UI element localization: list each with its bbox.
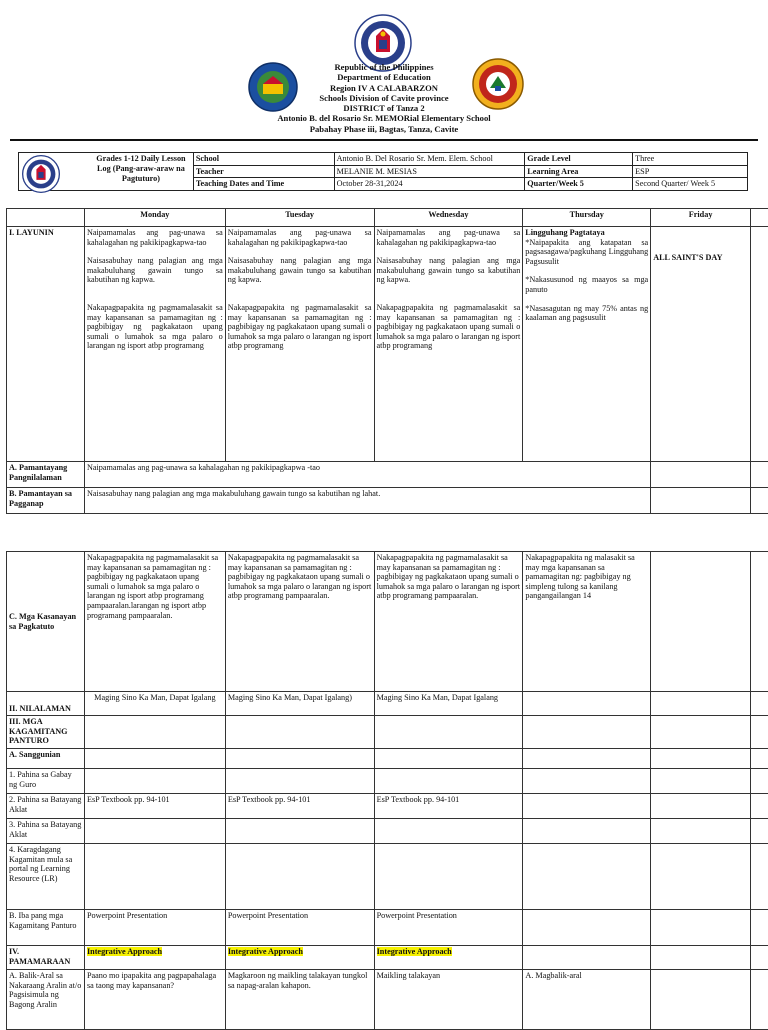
day-header-friday: Friday (651, 209, 751, 227)
header-text (240, 62, 528, 134)
iba-label: B. Iba pang mga Kagamitang Panturo (7, 910, 85, 946)
batayang3-label: 3. Pahina sa Batayang Aklat (7, 819, 85, 844)
balik-aral-label: A. Balik-Aral sa Nakaraang Aralin at/o Pagsisimula ng Bagong Aralin (7, 970, 85, 1030)
deped-seal-small-icon (22, 155, 60, 193)
kasanayan-friday (651, 552, 751, 692)
layunin-thursday-title: Lingguhang Pagtataya (525, 228, 605, 237)
lesson-table-objectives (6, 208, 768, 514)
kasanayan-tuesday: Nakapagpapakita ng pagmamalasakit sa may kapansanan sa pamamagitan ng : pagbibigay ng pagkakataon upang sumali o lumahok sa mga palaro o larangan ng isport atbp programang pampaaralan. (225, 552, 374, 692)
layunin-label: I. LAYUNIN (7, 227, 85, 462)
layunin-wednesday-p2: Naisasabuhay nang palagian ang mga makabuluhang gawain tungo sa kabutihan ng kapwa. (376, 256, 521, 285)
school-label: School (193, 153, 334, 166)
balik-aral-thursday: A. Magbalik-aral (523, 970, 651, 1030)
approach-tuesday-text: Integrative Approach (227, 947, 303, 956)
balik-aral-monday: Paano mo ipapakita ang pagpapahalaga sa taong may kapansanan? (84, 970, 225, 1030)
batayang-monday: EsP Textbook pp. 94-101 (84, 794, 225, 819)
nilalaman-thursday (523, 692, 651, 716)
pamamaraan-label: IV. PAMAMARAAN (7, 946, 85, 970)
layunin-thursday-p1: *Naipapakita ang katapatan sa pagsasagawa/pagkuhang Lingguhang Pagsusulit (525, 237, 649, 266)
day-header-wednesday: Wednesday (374, 209, 523, 227)
dll-title: Grades 1-12 Daily Lesson Log (Pang-araw-araw na Pagtuturo) (96, 154, 186, 183)
layunin-tuesday-p3: Nakapagpapakita ng pagmamalasakit sa may kapansanan sa pamamagitan ng : pagbibigay ng pagkakataon upang sumali o lumahok sa mga palaro o larangan ng isport atbp programang (227, 302, 372, 351)
batayang-label: 2. Pahina sa Batayang Aklat (7, 794, 85, 819)
pamantayan-pagganap-label: B. Pamantayan sa Pagganap (7, 488, 85, 514)
approach-wednesday-text: Integrative Approach (376, 947, 452, 956)
pamantayang-pangnilalaman-label: A. Pamantayang Pangnilalaman (7, 462, 85, 488)
pamantayang-pangnilalaman-text: Naipamamalas ang pag-unawa sa kahalagahan ng pakikipagkapwa -tao (84, 462, 650, 488)
pamantayan-pagganap-friday (651, 488, 751, 514)
layunin-monday (84, 227, 225, 462)
approach-wednesday (374, 946, 523, 970)
header-line-region: Region IV A CALABARZON (330, 82, 438, 93)
layunin-wednesday-p1: Naipamamalas ang pag-unawa sa kahalagahan ng pakikipagkapwa-tao (376, 228, 521, 247)
layunin-friday: ALL SAINT'S DAY (651, 227, 751, 462)
day-header-tuesday: Tuesday (225, 209, 374, 227)
kasanayan-label: C. Mga Kasanayan sa Pagkatuto (7, 552, 85, 692)
header-line-division: Schools Division of Cavite province (319, 92, 449, 103)
learning-area-label: Learning Area (525, 165, 633, 178)
kagamitan-label: III. MGA KAGAMITANG PANTURO (7, 716, 85, 749)
document-header (0, 0, 768, 140)
extra-cell (751, 209, 768, 227)
school-value: Antonio B. Del Rosario Sr. Mem. Elem. School (334, 153, 525, 166)
lesson-table-procedures (6, 551, 768, 1030)
header-line-department: Department of Education (337, 72, 431, 83)
grade-level-label: Grade Level (525, 153, 633, 166)
header-divider (10, 139, 758, 141)
layunin-tuesday-p1: Naipamamalas ang pag-unawa sa kahalagahan ng pakikipagkapwa-tao (227, 228, 372, 247)
nilalaman-tuesday: Maging Sino Ka Man, Dapat Igalang) (225, 692, 374, 716)
batayang-tuesday: EsP Textbook pp. 94-101 (225, 794, 374, 819)
info-title-cell (19, 153, 194, 191)
nilalaman-label: II. NILALAMAN (7, 692, 85, 716)
header-line-district: DISTRICT of Tanza 2 (343, 103, 425, 114)
kasanayan-wednesday: Nakapagpapakita ng pagmamalasakit sa may kapansanan sa pamamagitan ng : pagbibigay ng pagkakataon upang sumali o lumahok sa mga palaro o larangan ng isport atbp programang pampaaralan. (374, 552, 523, 692)
kasanayan-monday: Nakapagpapakita ng pagmamalasakit sa may kapansanan sa pamamagitan ng : pagbibigay ng pagkakataon upang sumali o lumahok sa mga palaro o larangan ng isport atbp programang pampaaralan.larangan ng isport atbp programang pampaaralan. (84, 552, 225, 692)
nilalaman-friday (651, 692, 751, 716)
nilalaman-wednesday: Maging Sino Ka Man, Dapat Igalang (374, 692, 523, 716)
teaching-dates-label: Teaching Dates and Time (193, 178, 334, 191)
header-line-school: Antonio B. del Rosario Sr. MEMORial Elementary School (277, 113, 491, 124)
day-header-monday: Monday (84, 209, 225, 227)
pamantayan-pagganap-extra (751, 488, 768, 514)
gabay-label: 1. Pahina sa Gabay ng Guro (7, 769, 85, 794)
corner-cell (7, 209, 85, 227)
grade-level-value: Three (633, 153, 748, 166)
pamantayan-pagganap-text: Naisasabuhay nang palagian ang mga makabuluhang gawain tungo sa kabutihan ng lahat. (84, 488, 650, 514)
nilalaman-extra (751, 692, 768, 716)
batayang-wednesday: EsP Textbook pp. 94-101 (374, 794, 523, 819)
teaching-dates-value: October 28-31,2024 (334, 178, 525, 191)
layunin-thursday-p3: *Nasasagutan ng may 75% antas ng kaalaman ang pagsusulit (525, 303, 649, 323)
approach-tuesday (225, 946, 374, 970)
pamantayang-pangnilalaman-friday (651, 462, 751, 488)
layunin-tuesday (225, 227, 374, 462)
quarter-label: Quarter/Week 5 (525, 178, 633, 191)
lesson-info-table (18, 152, 748, 191)
teacher-value: MELANIE M. MESIAS (334, 165, 525, 178)
layunin-wednesday-p3: Nakapagpapakita ng pagmamalasakit sa may kapansanan sa pamamagitan ng : pagbibigay ng pagkakataon upang sumali o lumahok sa mga palaro o larangan ng isport atbp programang (376, 302, 521, 351)
iba-monday: Powerpoint Presentation (84, 910, 225, 946)
layunin-tuesday-p2: Naisasabuhay nang palagian ang mga makabuluhang gawain tungo sa kabutihan ng kapwa. (227, 256, 372, 285)
day-header-thursday: Thursday (523, 209, 651, 227)
balik-aral-wednesday: Maikling talakayan (374, 970, 523, 1030)
layunin-monday-p1: Naipamamalas ang pag-unawa sa kahalagahan ng pakikipagkapwa-tao (86, 228, 223, 247)
learning-area-value: ESP (633, 165, 748, 178)
iba-wednesday: Powerpoint Presentation (374, 910, 523, 946)
quarter-value: Second Quarter/ Week 5 (633, 178, 748, 191)
kasanayan-thursday: Nakapagpapakita ng malasakit sa may mga kapansanan sa pamamagitan ng: pagbibigay ng simpleng tulong sa kanilang pangangailangan 14 (523, 552, 651, 692)
sanggunian-label: A. Sanggunian (7, 749, 85, 769)
approach-monday (84, 946, 225, 970)
kasanayan-extra (751, 552, 768, 692)
layunin-thursday-p2: *Nakasusunod ng maayos sa mga panuto (525, 275, 649, 294)
approach-monday-text: Integrative Approach (86, 947, 163, 956)
layunin-monday-p3: Nakapagpapakita ng pagmamalasakit sa may kapansanan sa pamamagitan ng : pagbibigay ng pagkakataon upang sumali o lumahok sa mga palaro o larangan ng isport atbp programang (86, 302, 223, 351)
pamantayang-pangnilalaman-extra (751, 462, 768, 488)
layunin-extra (751, 227, 768, 462)
balik-aral-tuesday: Magkaroon ng maikling talakayan tungkol sa napag-aralan kahapon. (225, 970, 374, 1030)
nilalaman-monday: Maging Sino Ka Man, Dapat Igalang (84, 692, 225, 716)
header-line-republic: Republic of the Philippines (334, 62, 434, 72)
layunin-thursday (523, 227, 651, 462)
teacher-label: Teacher (193, 165, 334, 178)
header-line-address: Pabahay Phase iii, Bagtas, Tanza, Cavite (309, 123, 459, 134)
karagdagang-label: 4. Karagdagang Kagamitan mula sa portal ng Learning Resource (LR) (7, 844, 85, 910)
layunin-wednesday (374, 227, 523, 462)
iba-tuesday: Powerpoint Presentation (225, 910, 374, 946)
layunin-monday-p2: Naisasabuhay nang palagian ang mga makabuluhang gawain tungo sa kabutihan ng kapwa. (86, 256, 223, 285)
